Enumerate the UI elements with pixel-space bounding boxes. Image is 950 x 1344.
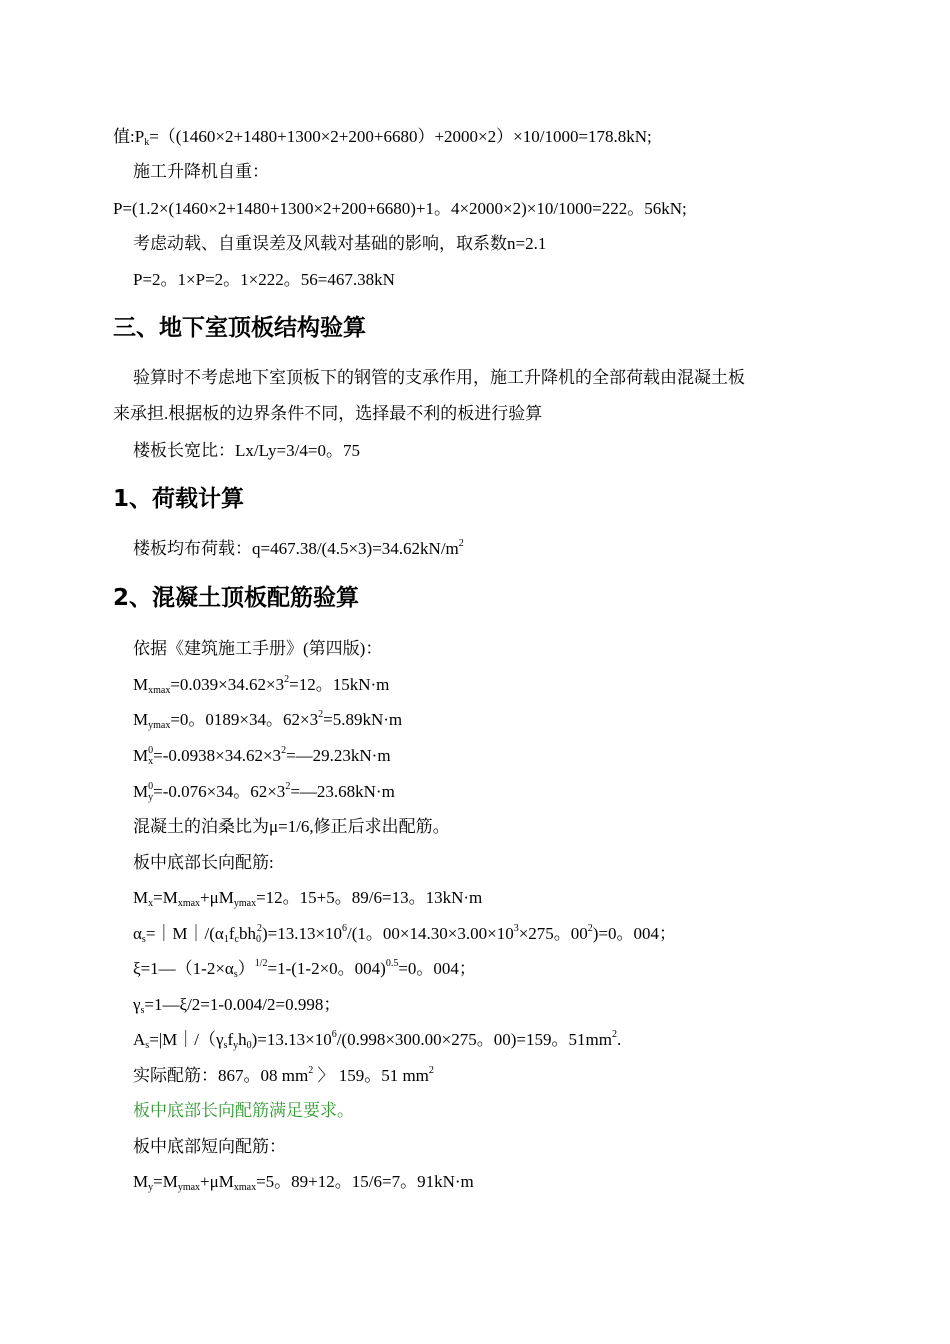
- m0y-b: =-0.076×34。62×3: [153, 782, 286, 801]
- xi-sup1: 1/2: [254, 958, 268, 969]
- as-f: /(0.998×300.00×275。00)=159。51mm: [336, 1030, 612, 1049]
- my-sup: 2: [318, 709, 324, 720]
- xi-line: [133, 958, 476, 980]
- as-c: f: [227, 1030, 234, 1049]
- mx-b: =0.039×34.62×3: [170, 675, 285, 694]
- basis-line: 依据《建筑施工手册》(第四版)：: [133, 639, 383, 658]
- mymax-line: [133, 709, 402, 731]
- ratio-line: 楼板长宽比：Lx/Ly=3/4=0。75: [133, 441, 360, 460]
- load-sup: 2: [458, 538, 464, 549]
- m0x-sup0: 0: [148, 745, 154, 756]
- alpha-h: )=0。004；: [592, 924, 677, 943]
- pk-sub: k: [144, 137, 150, 148]
- p-total: P=2。1×P=2。1×222。56=467.38kN: [133, 270, 395, 289]
- as-sup2: 2: [611, 1029, 617, 1040]
- actual-sup2: 2: [428, 1065, 434, 1076]
- pk-rest: =（(1460×2+1480+1300×2+200+6680）+2000×2）×10/1000=178.8kN;: [149, 127, 652, 146]
- alpha-f: /(1。00×14.30×3.00×10: [347, 924, 514, 943]
- gamma-a: γ: [133, 995, 141, 1014]
- alpha-s2: 1: [223, 934, 229, 945]
- m0x-b: =-0.0938×34.62×3: [153, 746, 282, 765]
- as-s4: 0: [246, 1040, 252, 1051]
- xi-c: =1-(1-2×0。004): [267, 959, 386, 978]
- mxl-c: +μM: [200, 888, 234, 907]
- mxl-a: M: [133, 888, 149, 907]
- mxl-s3: ymax: [233, 898, 257, 909]
- m0x-sup: 2: [281, 745, 287, 756]
- load-text: 楼板均布荷载：q=467.38/(4.5×3)=34.62kN/m: [133, 539, 459, 558]
- load-line: [133, 538, 464, 560]
- actual-rebar-line: [133, 1065, 434, 1087]
- long-rebar-ok: 板中底部长向配筋满足要求。: [133, 1101, 354, 1120]
- xi-b: ）: [237, 959, 255, 978]
- as-g: .: [616, 1030, 622, 1049]
- mxl-b: =M: [153, 888, 178, 907]
- as-a: A: [133, 1030, 146, 1049]
- my-short-line: [133, 1171, 474, 1193]
- alpha-s-line: [133, 923, 676, 945]
- gamma-b: =1—ξ/2=1-0.004/2=0.998；: [144, 995, 341, 1014]
- heading-section-3: 三、地下室顶板结构验算: [113, 315, 366, 341]
- as-d: h: [238, 1030, 247, 1049]
- alpha-s4: 0: [255, 934, 261, 945]
- mx-sub: xmax: [148, 685, 171, 696]
- xi-a: ξ=1—（1-2×α: [133, 959, 234, 978]
- as-line: [133, 1029, 621, 1051]
- xi-s1: s: [233, 969, 238, 980]
- pk-line: [113, 126, 652, 148]
- m0y-sub: y: [148, 792, 154, 803]
- as-s1: s: [145, 1040, 150, 1051]
- as-b: =|M｜/（γ: [149, 1030, 224, 1049]
- alpha-c: f: [228, 924, 235, 943]
- mys-a: M: [133, 1172, 149, 1191]
- alpha-s1: s: [141, 934, 146, 945]
- mxl-s1: x: [148, 898, 154, 909]
- mxmax-line: [133, 674, 389, 696]
- m0x-a: M: [133, 746, 149, 765]
- m0x-line: [133, 745, 391, 767]
- alpha-sup3: 3: [513, 923, 519, 934]
- m0x-sub: x: [148, 756, 154, 767]
- mxl-d: =12。15+5。89/6=13。13kN·m: [256, 888, 483, 907]
- mys-s1: y: [148, 1182, 154, 1193]
- alpha-s3: c: [234, 934, 239, 945]
- section3-para-line2: 来承担.根据板的边界条件不同，选择最不利的板进行验算: [113, 404, 543, 423]
- heading-load-calc: 1、荷载计算: [113, 486, 245, 512]
- mx-sup: 2: [284, 674, 290, 685]
- m0y-a: M: [133, 782, 149, 801]
- as-e: )=13.13×10: [251, 1030, 332, 1049]
- mys-d: =5。89+12。15/6=7。91kN·m: [256, 1172, 474, 1191]
- my-sub: ymax: [148, 720, 171, 731]
- as-s3: y: [233, 1040, 239, 1051]
- alpha-a: α: [133, 924, 142, 943]
- alpha-sup1: 2: [256, 923, 262, 934]
- m0y-sup: 2: [285, 781, 291, 792]
- gamma-s-line: [133, 994, 340, 1016]
- actual-b: 〉 159。51 mm: [313, 1066, 429, 1085]
- my-b: =0。0189×34。62×3: [170, 710, 319, 729]
- mys-b: =M: [153, 1172, 178, 1191]
- mx-c: =12。15kN·m: [289, 675, 390, 694]
- alpha-sup4: 2: [587, 923, 593, 934]
- my-a: M: [133, 710, 149, 729]
- mys-s2: ymax: [177, 1182, 201, 1193]
- m0x-c: =—29.23kN·m: [286, 746, 391, 765]
- mys-c: +μM: [200, 1172, 234, 1191]
- alpha-b: =｜M｜/(α: [145, 924, 224, 943]
- alpha-d: bh: [238, 924, 256, 943]
- xi-d: =0。004；: [398, 959, 476, 978]
- poisson-line: 混凝土的泊桑比为μ=1/6,修正后求出配筋。: [133, 817, 450, 836]
- as-sup1: 6: [331, 1029, 337, 1040]
- alpha-g: ×275。00: [518, 924, 588, 943]
- p-formula: P=(1.2×(1460×2+1480+1300×2+200+6680)+1。4×2000×2)×10/1000=222。56kN;: [113, 199, 687, 218]
- xi-sup2: 0.5: [385, 958, 399, 969]
- mxl-s2: xmax: [177, 898, 201, 909]
- long-rebar-label: 板中底部长向配筋:: [133, 853, 274, 872]
- as-s2: s: [223, 1040, 228, 1051]
- heading-rebar-check: 2、混凝土顶板配筋验算: [113, 585, 360, 611]
- m0y-c: =—23.68kN·m: [290, 782, 395, 801]
- m0y-sup0: 0: [148, 781, 154, 792]
- actual-a: 实际配筋：867。08 mm: [133, 1066, 309, 1085]
- m0y-line: [133, 781, 395, 803]
- coef-note: 考虑动载、自重误差及风载对基础的影响，取系数n=2.1: [133, 234, 547, 253]
- pk-prefix: 值:P: [113, 127, 145, 146]
- mys-s3: xmax: [233, 1182, 257, 1193]
- section3-para-line1: 验算时不考虑地下室顶板下的钢管的支承作用，施工升降机的全部荷载由混凝土板: [133, 368, 745, 387]
- my-c: =5.89kN·m: [323, 710, 403, 729]
- alpha-sup2: 6: [342, 923, 348, 934]
- actual-sup1: 2: [308, 1065, 314, 1076]
- alpha-e: )=13.13×10: [261, 924, 343, 943]
- mx-a: M: [133, 675, 149, 694]
- short-rebar-label: 板中底部短向配筋：: [133, 1137, 286, 1156]
- self-weight-label: 施工升降机自重：: [133, 162, 269, 181]
- gamma-s1: s: [140, 1005, 145, 1016]
- mx-long-line: [133, 887, 482, 909]
